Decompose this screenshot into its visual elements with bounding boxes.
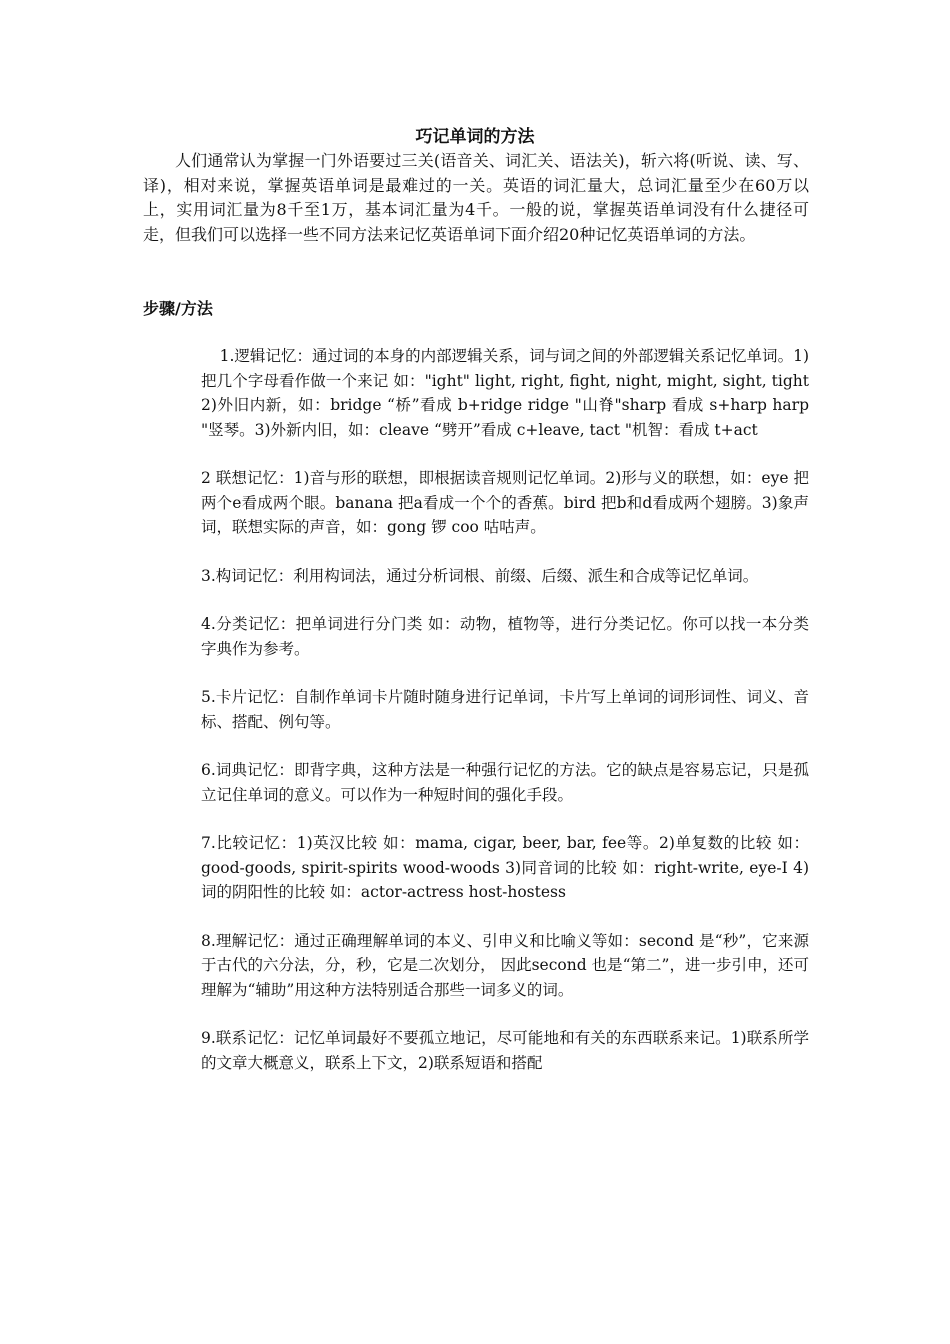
step-logic-memory: 1.逻辑记忆：通过词的本身的内部逻辑关系，词与词之间的外部逻辑关系记忆单词。1)把几个字母看作做一个来记 如："ight" light, right, fight, night, might, sight, tight 2)外旧内新，如：bridge “桥”看成 b+ridge ridge "山脊"sharp 看成 s+harp harp "竖琴。3)外新内旧，如：cleave “劈开”看成 c+leave, tact "机智：看成 t+act	[201, 347, 809, 439]
step-word-formation-memory: 3.构词记忆：利用构词法，通过分析词根、前缀、后缀、派生和合成等记忆单词。	[201, 566, 759, 585]
intro-paragraph: 人们通常认为掌握一门外语要过三关(语音关、词汇关、语法关)，斩六将(听说、读、写、译)，相对来说，掌握英语单词是最难过的一关。英语的词汇量大，总词汇量至少在60万以上，实用词汇量为8千至1万，基本词汇量为4千。一般的说，掌握英语单词没有什么捷径可走，但我们可以选择一些不同方法来记忆英语单词下面介绍20种记忆英语单词的方法。	[143, 151, 809, 244]
step-association-memory: 2 联想记忆：1)音与形的联想，即根据读音规则记忆单词。2)形与义的联想，如：eye 把两个e看成两个眼。banana 把a看成一个个的香蕉。bird 把b和d看成两个翅膀。3)象声词，联想实际的声音，如：gong 锣 coo 咕咕声。	[201, 469, 809, 536]
step-comparison-memory: 7.比较记忆：1)英汉比较 如：mama, cigar, beer, bar, fee等。2)单复数的比较 如：good-goods, spirit-spirits wood-woods 3)同音词的比较 如：right-write, eye-I 4)词的阴阳性的比较 如：actor-actress host-hostess	[201, 834, 809, 901]
step-connection-memory: 9.联系记忆：记忆单词最好不要孤立地记，尽可能地和有关的东西联系来记。1)联系所学的文章大概意义，联系上下文，2)联系短语和搭配	[201, 1029, 809, 1072]
section-heading: 步骤/方法	[143, 299, 213, 318]
step-card-memory: 5.卡片记忆：自制作单词卡片随时随身进行记单词，卡片写上单词的词形词性、词义、音标、搭配、例句等。	[201, 688, 809, 731]
step-classification-memory: 4.分类记忆：把单词进行分门类 如：动物，植物等，进行分类记忆。你可以找一本分类字典作为参考。	[201, 615, 809, 658]
step-understanding-memory: 8.理解记忆：通过正确理解单词的本义、引申义和比喻义等如：second 是“秒”，它来源于古代的六分法，分，秒，它是二次划分， 因此second 也是“第二”，进一步引申，还可理解为“辅助”用这种方法特别适合那些一词多义的词。	[201, 931, 809, 999]
step-dictionary-memory: 6.词典记忆：即背字典，这种方法是一种强行记忆的方法。它的缺点是容易忘记，只是孤立记住单词的意义。可以作为一种短时间的强化手段。	[201, 761, 809, 804]
page-title: 巧记单词的方法	[415, 127, 535, 147]
steps-list	[201, 344, 809, 1099]
